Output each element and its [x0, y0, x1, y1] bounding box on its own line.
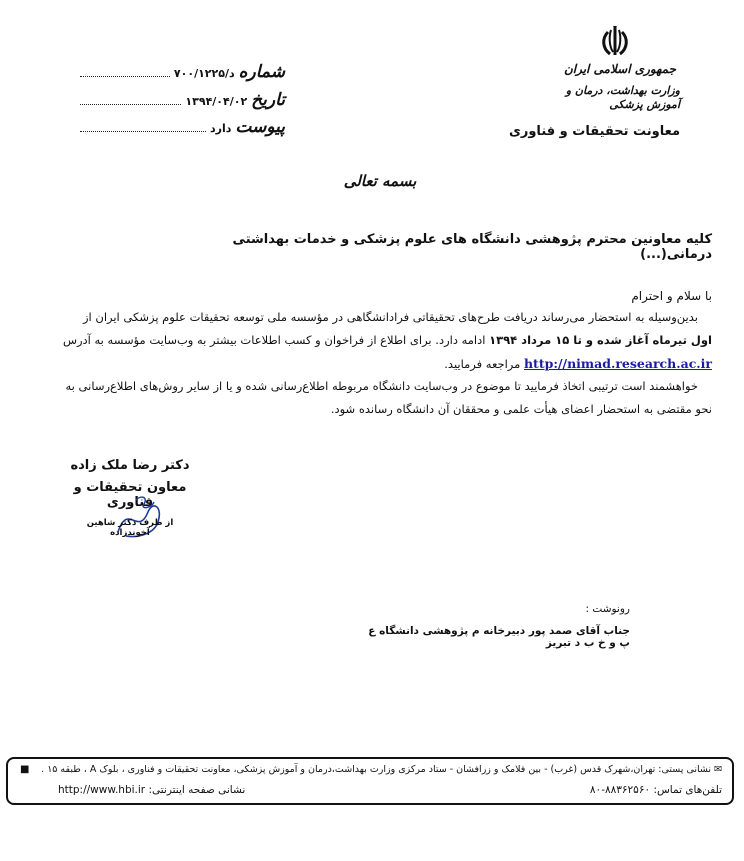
p1-text-a: بدین‌وسیله به استحضار می‌رساند دریافت طرح‌های تحقیقاتی فرادانشگاهی در مؤسسه ملی توسعه تحقیقات علوم پزشکی ایران از — [82, 310, 698, 324]
date-label: تاریخ — [251, 90, 285, 110]
letter-number-row — [80, 62, 285, 82]
dotted-line — [80, 100, 181, 105]
p1-text-d: مراجعه فرمایید. — [444, 357, 524, 371]
addressee: کلیه معاونین محترم پژوهشی دانشگاه های علوم پزشکی و خدمات بهداشتی درمانی(...) — [232, 232, 712, 262]
signer-title: معاون تحقیقات و فناوری — [73, 480, 187, 510]
website-link[interactable]: http://www.hbi.ir — [58, 784, 146, 796]
paragraph-1 — [62, 306, 712, 376]
footer-box — [6, 757, 734, 805]
date-value: ۱۳۹۴/۰۴/۰۲ — [185, 95, 248, 108]
greeting: با سلام و احترام — [631, 289, 712, 303]
phone-value: ۸۸۳۶۲۵۶۰-۸۰ — [589, 784, 651, 796]
p1-text-c: ادامه دارد. برای اطلاع از فراخوان و کسب اطلاعات بیشتر به وب‌سایت مؤسسه به آدرس — [62, 333, 490, 347]
nimad-link[interactable]: http://nimad.research.ac.ir — [523, 356, 712, 371]
number-value: ۷۰۰/د/۱۲۲۵ — [173, 67, 235, 80]
bismillah: بسمه تعالی — [343, 172, 417, 190]
phone-label: تلفن‌های تماس: — [653, 784, 722, 796]
paragraph-2: خواهشمند است ترتیبی اتخاذ فرمایید تا موضوع در وب‌سایت دانشگاه مربوطه اطلاع‌رسانی شده و یا از سایر روش‌های اطلاع‌رسانی به نحو مقتضی به استحضار اعضای هیأت علمی و محققان آن دانشگاه رسانده شود. — [65, 379, 712, 416]
iran-emblem-icon — [598, 24, 632, 58]
attachment-label: پیوست — [235, 117, 285, 137]
footer-address-row — [22, 764, 722, 775]
ministry-name: وزارت بهداشت، درمان و آموزش پزشکی — [565, 84, 680, 111]
footer-website-row — [58, 784, 245, 796]
republic-name: جمهوری اسلامی ایران — [563, 62, 676, 76]
letter-date-row — [80, 90, 285, 110]
letter-attachment-row — [80, 117, 285, 137]
on-behalf-note: از طرف دکتر شاهین آخوندزاده — [86, 518, 174, 538]
printer-icon: ■ — [20, 764, 30, 775]
website-label: نشانی صفحه اینترنتی: — [148, 784, 246, 796]
postal-address: نشانی پستی: تهران،شهرک قدس (غرب) - بین فلامک و زرافشان - ستاد مرکزی وزارت بهداشت،درمان و آموزش پزشکی، معاونت تحقیقات و فناوری ، بلوک A ، طبقه ۱۵ . — [41, 764, 712, 775]
dotted-line — [80, 72, 170, 77]
attachment-value: دارد — [210, 122, 232, 135]
dotted-line — [80, 127, 206, 132]
cc-label: رونوشت : — [585, 603, 630, 615]
envelope-icon: ✉ — [711, 764, 722, 775]
deputy-name: معاونت تحقیقات و فناوری — [508, 124, 680, 139]
signer-name: دکتر رضا ملک زاده — [70, 458, 190, 473]
p1-dates: اول تیرماه آغاز شده و تا ۱۵ مرداد ۱۳۹۴ — [489, 333, 712, 347]
number-label: شماره — [238, 62, 285, 82]
cc-recipient: جناب آقای صمد پور دبیرخانه م پژوهشی دانشگاه ع پ و خ ب د تبریز — [368, 625, 630, 649]
footer-phone-row — [590, 784, 722, 796]
